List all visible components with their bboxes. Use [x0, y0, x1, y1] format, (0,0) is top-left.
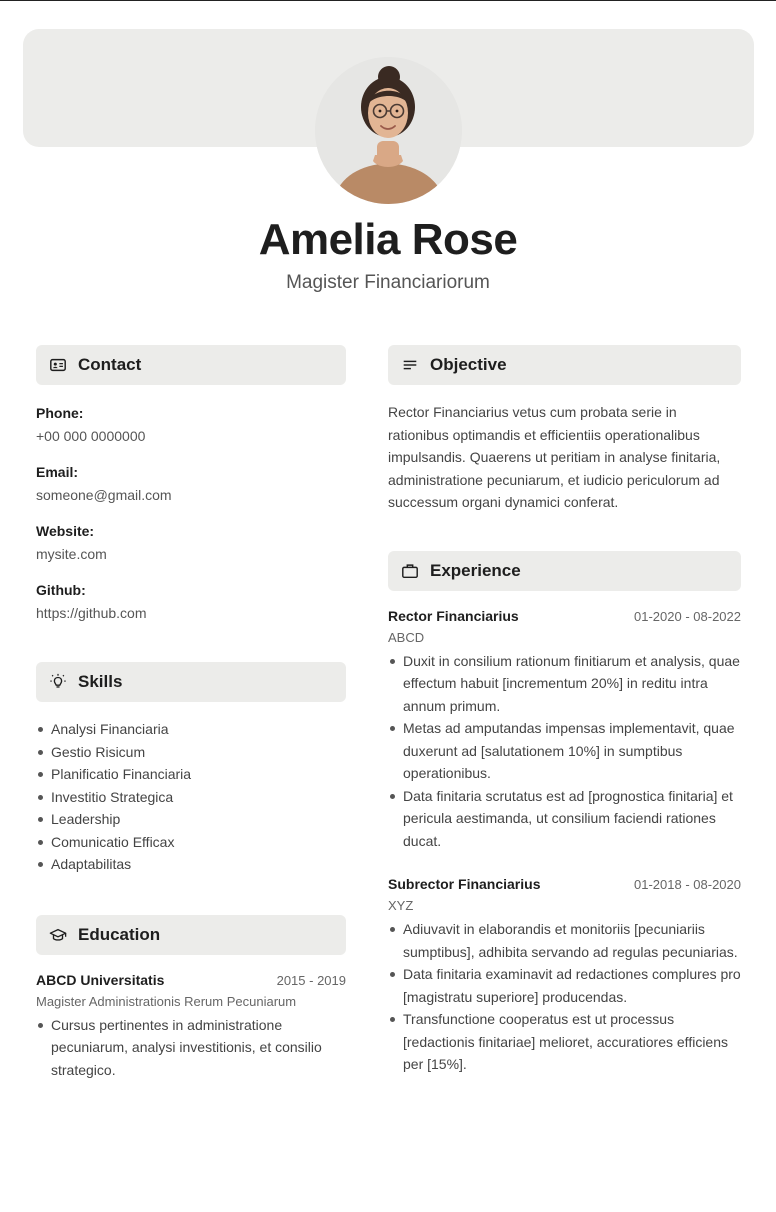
contact-field-github — [36, 581, 346, 622]
experience-section-header — [388, 551, 741, 591]
skill-item: Planificatio Financiaria — [36, 763, 346, 786]
skill-item: Analysi Financiaria — [36, 718, 346, 741]
id-card-icon — [48, 355, 68, 375]
experience-bullet: Data finitaria examinavit ad redactiones complures pro [magistratu superiore] producendas. — [388, 963, 741, 1008]
experience-bullets — [388, 650, 741, 853]
top-border — [0, 0, 776, 1]
objective-section-header — [388, 345, 741, 385]
right-column — [388, 345, 741, 1076]
phone-value: +00 000 0000000 — [36, 428, 146, 444]
skill-item: Adaptabilitas — [36, 853, 346, 876]
website-label: Website: — [36, 523, 95, 539]
education-dates: 2015 - 2019 — [276, 972, 346, 988]
experience-bullet: Data finitaria scrutatus est ad [prognostica finitaria] et pericula aestimanda, ut consilium faciendi rationes ducat. — [388, 785, 741, 853]
experience-bullet: Adiuvavit in elaborandis et monitoriis [pecuniariis sumptibus], adhibita servando ad regulas pecuniarias. — [388, 918, 741, 963]
skill-item: Gestio Risicum — [36, 741, 346, 764]
education-school: ABCD Universitatis — [36, 971, 165, 988]
education-bullets — [36, 1014, 346, 1082]
github-value: https://github.com — [36, 605, 147, 621]
email-label: Email: — [36, 464, 79, 480]
contact-heading: Contact — [78, 355, 142, 374]
candidate-job-title: Magister Financiariorum — [286, 272, 490, 293]
education-heading: Education — [78, 924, 161, 944]
education-section-header — [36, 915, 346, 955]
skill-item: Investitio Strategica — [36, 786, 346, 809]
lightbulb-icon — [48, 672, 68, 692]
contact-field-phone — [36, 404, 346, 445]
experience-company: ABCD — [388, 629, 425, 645]
experience-heading: Experience — [430, 560, 521, 580]
github-label: Github: — [36, 582, 86, 598]
skills-list — [36, 718, 346, 876]
avatar — [315, 57, 462, 204]
experience-bullets — [388, 918, 741, 1076]
experience-dates: 01-2020 - 08-2022 — [634, 608, 741, 624]
education-entry — [36, 972, 346, 1082]
experience-bullet: Duxit in consilium rationum finitiarum et analysis, quae effectum habuit [incrementum 20%] in reditu intra annum primum. — [388, 650, 741, 718]
skill-item: Comunicatio Efficax — [36, 831, 346, 854]
phone-label: Phone: — [36, 405, 84, 421]
education-degree: Magister Administrationis Rerum Pecuniarum — [36, 993, 297, 1009]
briefcase-icon — [400, 561, 420, 581]
contact-section-header — [36, 345, 346, 385]
contact-field-website — [36, 522, 346, 563]
objective-heading: Objective — [430, 355, 507, 374]
email-value: someone@gmail.com — [36, 487, 172, 503]
website-value: mysite.com — [36, 546, 107, 562]
skills-heading: Skills — [78, 672, 123, 691]
skills-section-header — [36, 662, 346, 702]
left-column — [36, 345, 346, 1081]
experience-dates: 01-2018 - 08-2020 — [634, 877, 741, 892]
experience-entry — [388, 608, 741, 853]
skill-item: Leadership — [36, 808, 346, 831]
education-bullet: Cursus pertinentes in administratione pecuniarum, analysi investitionis, et consilio strategico. — [36, 1014, 346, 1082]
experience-role: Rector Financiarius — [388, 607, 519, 624]
experience-entry — [388, 876, 741, 1076]
experience-bullet: Metas ad amputandas impensas implementavit, quae duxerunt ad [salutationem 10%] in sumptibus operationibus. — [388, 717, 741, 785]
candidate-name: Amelia Rose — [258, 215, 518, 264]
contact-field-email — [36, 463, 346, 504]
experience-company: XYZ — [388, 898, 414, 913]
text-lines-icon — [400, 355, 420, 375]
experience-bullet: Transfunctione cooperatus est ut processus [redactionis finitariae] melioret, accuratiores efficiens per [15%]. — [388, 1008, 741, 1076]
graduation-cap-icon — [48, 925, 68, 945]
experience-role: Subrector Financiarius — [388, 876, 541, 892]
objective-text: Rector Financiarius vetus cum probata serie in rationibus optimandis et efficientiis operationalibus impulsandis. Quaerens ut peritiam in analyse finitaria, administratione pecuniarum, et iudicio periculorum ad successum organi dynamici conferat. — [388, 404, 721, 510]
